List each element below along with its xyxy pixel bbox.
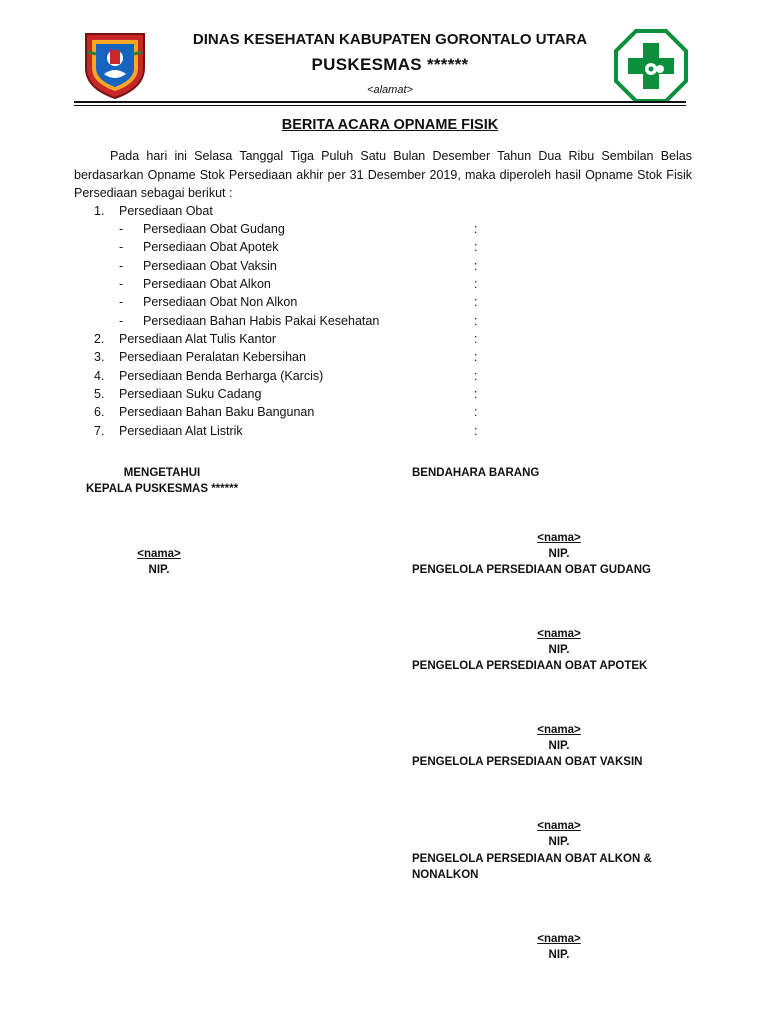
item-colon: : <box>474 424 478 438</box>
item-label: Persediaan Alat Tulis Kantor <box>119 332 277 346</box>
signer-nip-label: NIP. <box>548 949 570 961</box>
signer-name-placeholder: <nama> <box>537 933 581 945</box>
item-label: Persediaan Benda Berharga (Karcis) <box>119 369 324 383</box>
subitem-dash: - <box>119 314 124 328</box>
item-number: 5. <box>94 387 105 401</box>
item-number: 6. <box>94 405 105 419</box>
institution-name: PUSKESMAS ****** <box>311 55 469 74</box>
item-number: 2. <box>94 332 105 346</box>
address-placeholder: <alamat> <box>367 84 413 96</box>
signer-name-placeholder: <nama> <box>537 724 581 736</box>
subitem-label: Persediaan Obat Gudang <box>143 222 285 236</box>
item-label: Persediaan Peralatan Kebersihan <box>119 350 306 364</box>
treasurer-title: BENDAHARA BARANG <box>412 467 540 479</box>
signer-role: PENGELOLA PERSEDIAAN OBAT VAKSIN <box>412 756 643 768</box>
subitem-dash: - <box>119 259 124 273</box>
head-nip-label: NIP. <box>148 564 170 576</box>
subitem-colon: : <box>474 295 478 309</box>
subitem-label: Persediaan Obat Non Alkon <box>143 295 298 309</box>
item-colon: : <box>474 387 478 401</box>
signer-role: PENGELOLA PERSEDIAAN OBAT ALKON & NONALKON <box>412 853 652 881</box>
subitem-label: Persediaan Obat Alkon <box>143 277 271 291</box>
signer-nip-label: NIP. <box>548 548 570 560</box>
header-divider-thick <box>74 101 686 103</box>
subitem-dash: - <box>119 222 124 236</box>
subitem-dash: - <box>119 295 124 309</box>
signer-nip-label: NIP. <box>548 740 570 752</box>
subitem-label: Persediaan Obat Vaksin <box>143 259 277 273</box>
subitem-label: Persediaan Bahan Habis Pakai Kesehatan <box>143 314 380 328</box>
subitem-dash: - <box>119 240 124 254</box>
subitem-colon: : <box>474 222 478 236</box>
head-title: KEPALA PUSKESMAS ****** <box>85 483 239 495</box>
item-label: Persediaan Suku Cadang <box>119 387 262 401</box>
item-label: Persediaan Alat Listrik <box>119 424 243 438</box>
item-colon: : <box>474 369 478 383</box>
header-divider-thin <box>74 105 686 106</box>
item-colon: : <box>474 332 478 346</box>
subitem-label: Persediaan Obat Apotek <box>143 240 279 254</box>
signer-role: PENGELOLA PERSEDIAAN OBAT APOTEK <box>412 660 648 672</box>
item-colon: : <box>474 350 478 364</box>
subitem-dash: - <box>119 277 124 291</box>
signer-name-placeholder: <nama> <box>537 820 581 832</box>
item-label: Persediaan Obat <box>119 204 213 218</box>
item-colon: : <box>474 405 478 419</box>
item-label: Persediaan Bahan Baku Bangunan <box>119 405 315 419</box>
subitem-colon: : <box>474 277 478 291</box>
agency-name: DINAS KESEHATAN KABUPATEN GORONTALO UTARA <box>192 31 588 48</box>
subitem-colon: : <box>474 240 478 254</box>
intro-paragraph-text: Pada hari ini Selasa Tanggal Tiga Puluh Satu Bulan Desember Tahun Dua Ribu Sembilan Belas berdasarkan Opname Stok Persediaan akhir per 31 Desember 2019, maka diperoleh hasil Opname Stok Fisik Persediaan sebagai berikut : <box>74 149 692 200</box>
item-number: 3. <box>94 350 105 364</box>
signer-role: PENGELOLA PERSEDIAAN OBAT GUDANG <box>412 564 651 576</box>
subitem-colon: : <box>474 314 478 328</box>
signer-nip-label: NIP. <box>548 644 570 656</box>
item-number: 7. <box>94 424 105 438</box>
head-name-placeholder: <nama> <box>137 548 181 560</box>
signer-name-placeholder: <nama> <box>537 532 581 544</box>
subitem-colon: : <box>474 259 478 273</box>
item-number: 4. <box>94 369 105 383</box>
signer-name-placeholder: <nama> <box>537 628 581 640</box>
document-title: BERITA ACARA OPNAME FISIK <box>281 117 499 133</box>
signer-nip-label: NIP. <box>548 836 570 848</box>
item-number: 1. <box>94 204 105 218</box>
intro-paragraph <box>74 147 692 203</box>
approval-label: MENGETAHUI <box>123 467 201 479</box>
